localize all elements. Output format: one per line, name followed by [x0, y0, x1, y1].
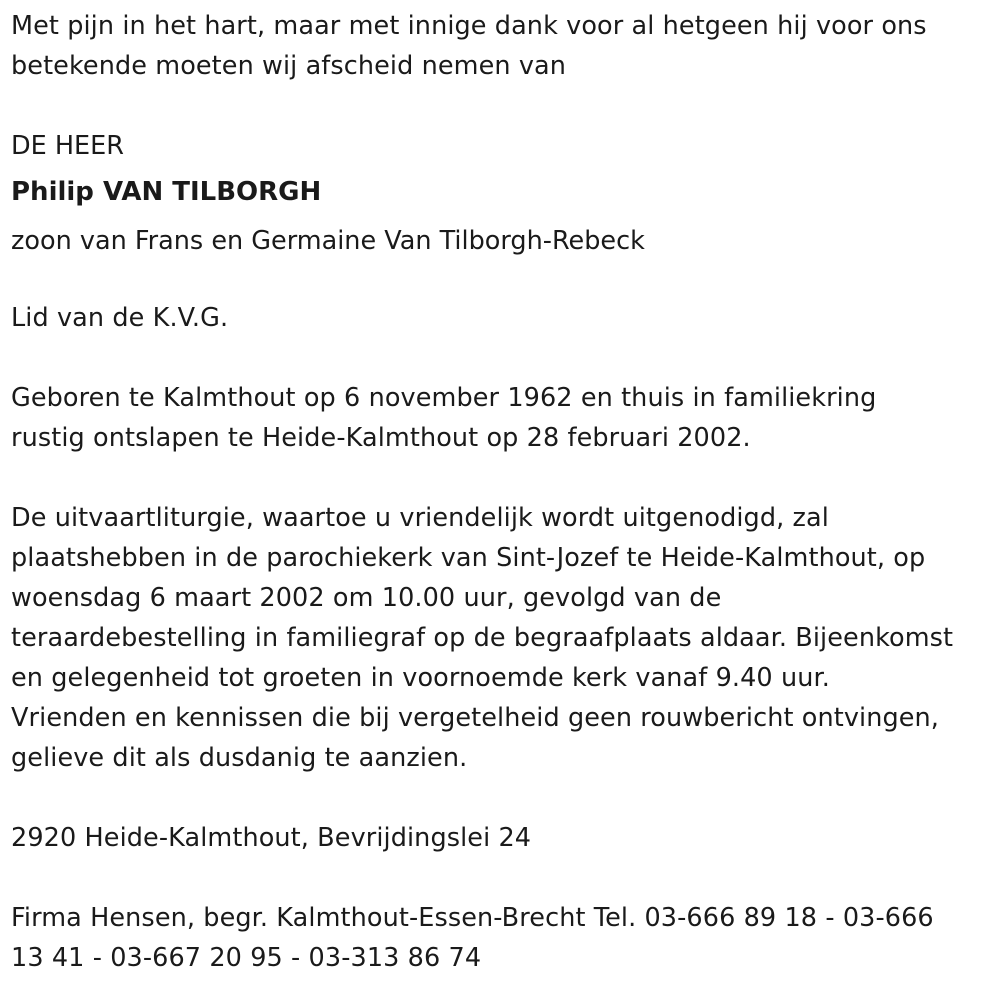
- parents-line: zoon van Frans en Germaine Van Tilborgh-Rebeck: [11, 226, 645, 256]
- intro-line: betekende moeten wij afscheid nemen van: [11, 51, 567, 81]
- funeral-line: teraardebestelling in familiegraf op de begraafplaats aldaar. Bijeenkomst: [11, 623, 954, 653]
- spacer: [11, 458, 990, 498]
- funeral-line: woensdag 6 maart 2002 om 10.00 uur, gevolgd van de: [11, 583, 722, 613]
- spacer: [11, 264, 990, 298]
- intro-line: Met pijn in het hart, maar met innige dank voor al hetgeen hij voor ons: [11, 11, 927, 41]
- spacer: [11, 778, 990, 818]
- birth-death-line: Geboren te Kalmthout op 6 november 1962 en thuis in familiekring: [11, 383, 877, 413]
- spacer: [11, 338, 990, 378]
- funeral-line: plaatshebben in de parochiekerk van Sint-Jozef te Heide-Kalmthout, op: [11, 543, 926, 573]
- address-line: 2920 Heide-Kalmthout, Bevrijdingslei 24: [11, 823, 532, 853]
- deceased-name: Philip VAN TILBORGH: [11, 177, 322, 207]
- spacer: [11, 86, 990, 126]
- funeral-line: en gelegenheid tot groeten in voornoemde kerk vanaf 9.40 uur.: [11, 663, 830, 693]
- funeral-line: Vrienden en kennissen die bij vergetelheid geen rouwbericht ontvingen,: [11, 703, 940, 733]
- birth-death-line: rustig ontslapen te Heide-Kalmthout op 28 februari 2002.: [11, 423, 751, 453]
- intro-paragraph: [11, 6, 990, 86]
- undertaker-paragraph: [11, 898, 990, 978]
- funeral-line: gelieve dit als dusdanig te aanzien.: [11, 743, 468, 773]
- spacer: [11, 858, 990, 898]
- birth-death-paragraph: [11, 378, 990, 458]
- membership-line: Lid van de K.V.G.: [11, 303, 229, 333]
- honorific: DE HEER: [11, 131, 124, 161]
- funeral-line: De uitvaartliturgie, waartoe u vriendelijk wordt uitgenodigd, zal: [11, 503, 829, 533]
- funeral-paragraph: [11, 498, 990, 778]
- undertaker-line: 13 41 - 03-667 20 95 - 03-313 86 74: [11, 943, 482, 973]
- undertaker-line: Firma Hensen, begr. Kalmthout-Essen-Brecht Tel. 03-666 89 18 - 03-666: [11, 903, 934, 933]
